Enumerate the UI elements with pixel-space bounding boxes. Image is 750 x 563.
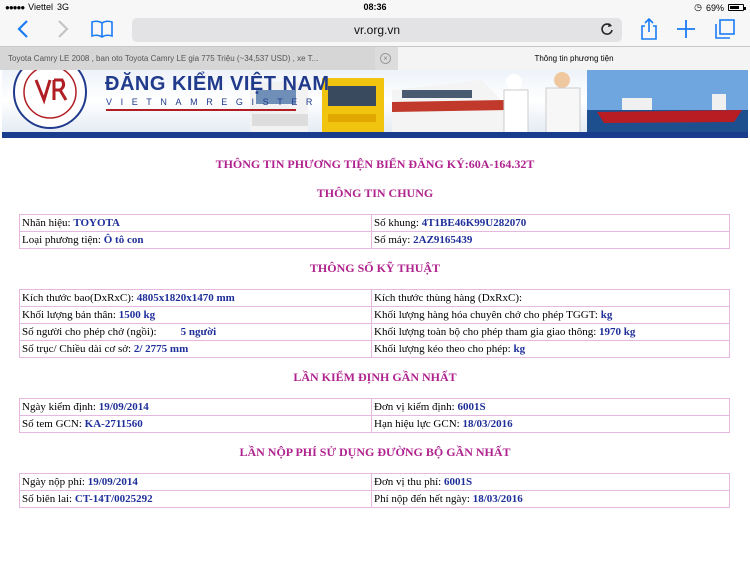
- paid-until-cell: [372, 491, 730, 508]
- persons-value: 5 người: [180, 326, 217, 338]
- reload-icon[interactable]: [600, 22, 614, 36]
- bookmarks-button[interactable]: [89, 16, 115, 42]
- brand-value: TOYOTA: [73, 217, 120, 229]
- fee-date-label: Ngày nộp phí:: [22, 476, 85, 488]
- fee-date-cell: [20, 474, 372, 491]
- tab-toyota-camry[interactable]: [0, 47, 375, 70]
- persons-cell: [20, 324, 372, 341]
- axle-cell: [20, 341, 372, 358]
- battery-percent: 69%: [705, 2, 724, 13]
- table-row: [20, 232, 730, 249]
- expiry-label: Hạn hiệu lực GCN:: [374, 418, 460, 430]
- table-row: [20, 215, 730, 232]
- dims-label: Kích thước bao(DxRxC):: [22, 292, 134, 304]
- status-bar: [0, 0, 750, 14]
- chassis-cell: [372, 215, 730, 232]
- tab-title: Toyota Camry LE 2008 , ban oto Toyota Camry LE gia 775 Triệu (~34,537 USD) , xe T...: [8, 54, 319, 63]
- tab-title: Thông tin phương tiện: [534, 54, 614, 63]
- cargo-dims-label: Kích thước thùng hàng (DxRxC):: [374, 292, 523, 304]
- persons-label: Số người cho phép chở (ngồi):: [22, 326, 157, 338]
- table-row: [20, 474, 730, 491]
- browser-toolbar: [0, 14, 750, 46]
- back-button[interactable]: [10, 16, 36, 42]
- tab-vehicle-info[interactable]: [398, 47, 750, 70]
- stamp-label: Số tem GCN:: [22, 418, 82, 430]
- inspection-unit-cell: [372, 399, 730, 416]
- expiry-value: 18/03/2016: [462, 418, 513, 430]
- paid-until-label: Phí nộp đến hết ngày:: [374, 493, 470, 505]
- self-weight-cell: [20, 307, 372, 324]
- chassis-label: Số khung:: [374, 217, 419, 229]
- specs-heading: THÔNG SỐ KỸ THUẬT: [309, 261, 441, 275]
- engine-label: Số máy:: [374, 234, 411, 246]
- fee-unit-label: Đơn vị thu phí:: [374, 476, 442, 488]
- address-bar[interactable]: [132, 18, 622, 42]
- table-row: [20, 491, 730, 508]
- brand-underline: [106, 109, 296, 111]
- specs-table: [19, 289, 730, 358]
- tab-bar: [0, 46, 750, 70]
- signal-icon: ●●●●●: [5, 2, 25, 12]
- tabs-icon: [714, 18, 736, 40]
- cargo-dims-cell: [372, 290, 730, 307]
- general-heading: THÔNG TIN CHUNG: [316, 186, 434, 200]
- inspection-table: [19, 398, 730, 433]
- table-row: [20, 399, 730, 416]
- cargo-weight-cell: [372, 307, 730, 324]
- carrier: Viettel: [28, 2, 54, 12]
- share-button[interactable]: [636, 16, 662, 42]
- inspection-date-value: 19/09/2014: [98, 401, 149, 413]
- close-tab-button[interactable]: ×: [380, 53, 391, 64]
- self-weight-value: 1500 kg: [118, 309, 156, 321]
- type-cell: [20, 232, 372, 249]
- inspection-date-label: Ngày kiểm định:: [22, 401, 96, 413]
- inspection-unit-value: 6001S: [457, 401, 486, 413]
- type-label: Loại phương tiện:: [22, 234, 101, 246]
- self-weight-label: Khối lượng bản thân:: [22, 309, 116, 321]
- receipt-value: CT-14T/0025292: [74, 493, 153, 505]
- cargo-weight-label: Khối lượng hàng hóa chuyên chở cho phép TGGT:: [374, 309, 598, 321]
- cargo-weight-value: kg: [600, 309, 613, 321]
- brand-title: ĐĂNG KIỂM VIỆT NAM: [105, 73, 330, 95]
- general-table: [19, 214, 730, 249]
- receipt-cell: [20, 491, 372, 508]
- alarm-icon: ◷: [694, 2, 702, 12]
- fee-date-value: 19/09/2014: [87, 476, 138, 488]
- inspection-unit-label: Đơn vị kiểm định:: [374, 401, 455, 413]
- engine-value: 2AZ9165439: [413, 234, 473, 246]
- inspection-heading: LẦN KIỂM ĐỊNH GẦN NHẤT: [293, 370, 457, 384]
- share-icon: [640, 17, 658, 41]
- table-row: [20, 290, 730, 307]
- table-row: [20, 416, 730, 433]
- table-row: [20, 324, 730, 341]
- axle-value: 2/ 2775 mm: [133, 343, 189, 355]
- new-tab-button[interactable]: [673, 16, 699, 42]
- forward-icon: [56, 19, 70, 39]
- brand-label: Nhãn hiệu:: [22, 217, 71, 229]
- chassis-value: 4T1BE46K99U282070: [421, 217, 527, 229]
- fee-table: [19, 473, 730, 508]
- battery-icon: [728, 4, 744, 11]
- plus-icon: [676, 19, 696, 39]
- stamp-cell: [20, 416, 372, 433]
- total-weight-value: 1970 kg: [599, 326, 636, 338]
- paid-until-value: 18/03/2016: [472, 493, 523, 505]
- fee-unit-cell: [372, 474, 730, 491]
- brand-subtitle: VIETNAMREGISTER: [106, 97, 322, 107]
- dims-value: 4805x1820x1470 mm: [136, 292, 235, 304]
- clock: 08:36: [363, 2, 387, 12]
- tow-label: Khối lượng kéo theo cho phép:: [374, 343, 511, 355]
- brand-cell: [20, 215, 372, 232]
- total-weight-label: Khối lượng toàn bộ cho phép tham gia giao thông:: [374, 326, 597, 338]
- network-type: 3G: [57, 2, 70, 12]
- tow-value: kg: [513, 343, 526, 355]
- tow-cell: [372, 341, 730, 358]
- type-value: Ô tô con: [103, 234, 144, 246]
- fee-unit-value: 6001S: [444, 476, 473, 488]
- back-icon: [16, 19, 30, 39]
- dims-cell: [20, 290, 372, 307]
- inspection-date-cell: [20, 399, 372, 416]
- vietnam-register-logo: [10, 70, 90, 132]
- stamp-value: KA-2711560: [84, 418, 143, 430]
- axle-label: Số trục/ Chiều dài cơ sở:: [22, 343, 132, 355]
- expiry-cell: [372, 416, 730, 433]
- page-title: THÔNG TIN PHƯƠNG TIỆN BIỂN ĐĂNG KÝ:60A-164.32T: [215, 157, 535, 171]
- book-icon: [91, 20, 113, 38]
- forward-button[interactable]: [50, 16, 76, 42]
- engine-cell: [372, 232, 730, 249]
- url-text: vr.org.vn: [353, 23, 401, 37]
- receipt-label: Số biên lai:: [22, 493, 73, 505]
- tabs-button[interactable]: [712, 16, 738, 42]
- banner-divider: [2, 132, 748, 138]
- total-weight-cell: [372, 324, 730, 341]
- fee-heading: LẦN NỘP PHÍ SỬ DỤNG ĐƯỜNG BỘ GẦN NHẤT: [239, 445, 511, 459]
- table-row: [20, 307, 730, 324]
- table-row: [20, 341, 730, 358]
- site-banner: [2, 70, 748, 138]
